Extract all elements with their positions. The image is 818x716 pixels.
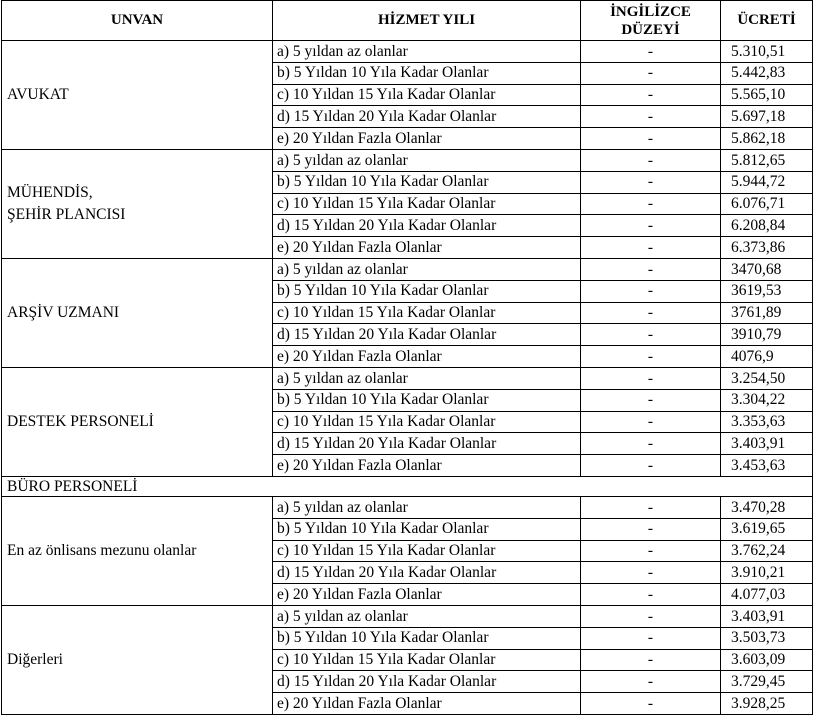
ingilizce-duzeyi-cell: - [581, 150, 721, 172]
header-ingilizce-duzeyi-line: İNGİLİZCE [610, 3, 691, 20]
header-ucreti-cell: ÜCRETİ [721, 1, 813, 41]
ingilizce-duzeyi-cell: - [581, 497, 721, 519]
ucret-cell: 4076,9 [721, 346, 813, 368]
ucret-cell: 3910,79 [721, 324, 813, 346]
ucret-cell: 5.697,18 [721, 106, 813, 128]
salary-table [1, 0, 813, 715]
unvan-line: En az önlisans mezunu olanlar [7, 541, 197, 559]
ingilizce-duzeyi-cell: - [581, 455, 721, 477]
ingilizce-duzeyi-cell: - [581, 346, 721, 368]
ucret-cell: 5.442,83 [721, 63, 813, 85]
ucret-cell: 3.353,63 [721, 412, 813, 434]
hizmet-yili-cell: a) 5 yıldan az olanlar [273, 606, 581, 628]
ucret-cell: 3.619,65 [721, 519, 813, 541]
ingilizce-duzeyi-cell: - [581, 281, 721, 303]
hizmet-yili-cell: b) 5 Yıldan 10 Yıla Kadar Olanlar [273, 519, 581, 541]
ingilizce-duzeyi-cell: - [581, 368, 721, 390]
ingilizce-duzeyi-cell: - [581, 562, 721, 584]
ingilizce-duzeyi-cell: - [581, 693, 721, 715]
header-unvan-cell: UNVAN [2, 1, 273, 41]
unvan-cell [2, 150, 273, 259]
header-ingilizce-duzeyi-cell [581, 1, 721, 41]
unvan-cell [2, 259, 273, 368]
ingilizce-duzeyi-cell: - [581, 41, 721, 63]
ucret-cell: 3.470,28 [721, 497, 813, 519]
ingilizce-duzeyi-cell: - [581, 63, 721, 85]
ingilizce-duzeyi-cell: - [581, 390, 721, 412]
ucret-cell: 5.812,65 [721, 150, 813, 172]
header-hizmet-yili-cell: HİZMET YILI [273, 1, 581, 41]
ingilizce-duzeyi-cell: - [581, 650, 721, 672]
unvan-line: MÜHENDİS, [7, 183, 93, 201]
unvan-line: AVUKAT [7, 85, 69, 103]
hizmet-yili-cell: d) 15 Yıldan 20 Yıla Kadar Olanlar [273, 562, 581, 584]
ucret-cell: 6.373,86 [721, 237, 813, 259]
ucret-cell: 3.254,50 [721, 368, 813, 390]
hizmet-yili-cell: c) 10 Yıldan 15 Yıla Kadar Olanlar [273, 194, 581, 216]
hizmet-yili-cell: c) 10 Yıldan 15 Yıla Kadar Olanlar [273, 650, 581, 672]
hizmet-yili-cell: e) 20 Yıldan Fazla Olanlar [273, 346, 581, 368]
hizmet-yili-cell: c) 10 Yıldan 15 Yıla Kadar Olanlar [273, 303, 581, 325]
hizmet-yili-cell: d) 15 Yıldan 20 Yıla Kadar Olanlar [273, 215, 581, 237]
hizmet-yili-cell: e) 20 Yıldan Fazla Olanlar [273, 584, 581, 606]
unvan-line: ŞEHİR PLANCISI [7, 205, 126, 223]
hizmet-yili-cell: e) 20 Yıldan Fazla Olanlar [273, 237, 581, 259]
ucret-cell: 5.565,10 [721, 85, 813, 107]
ingilizce-duzeyi-cell: - [581, 259, 721, 281]
unvan-line: DESTEK PERSONELİ [7, 412, 154, 430]
hizmet-yili-cell: a) 5 yıldan az olanlar [273, 150, 581, 172]
hizmet-yili-cell: d) 15 Yıldan 20 Yıla Kadar Olanlar [273, 324, 581, 346]
ingilizce-duzeyi-cell: - [581, 606, 721, 628]
hizmet-yili-cell: c) 10 Yıldan 15 Yıla Kadar Olanlar [273, 85, 581, 107]
ingilizce-duzeyi-cell: - [581, 433, 721, 455]
unvan-line: Diğerleri [7, 650, 63, 668]
hizmet-yili-cell: a) 5 yıldan az olanlar [273, 259, 581, 281]
hizmet-yili-cell: d) 15 Yıldan 20 Yıla Kadar Olanlar [273, 671, 581, 693]
ucret-cell: 3.762,24 [721, 541, 813, 563]
unvan-cell [2, 497, 273, 606]
section-heading-cell: BÜRO PERSONELİ [2, 477, 813, 497]
unvan-cell [2, 368, 273, 477]
ingilizce-duzeyi-cell: - [581, 194, 721, 216]
ucret-cell: 3.403,91 [721, 606, 813, 628]
ucret-cell: 6.208,84 [721, 215, 813, 237]
ingilizce-duzeyi-cell: - [581, 541, 721, 563]
ingilizce-duzeyi-cell: - [581, 106, 721, 128]
ingilizce-duzeyi-cell: - [581, 412, 721, 434]
hizmet-yili-cell: b) 5 Yıldan 10 Yıla Kadar Olanlar [273, 628, 581, 650]
ucret-cell: 3470,68 [721, 259, 813, 281]
ucret-cell: 3.304,22 [721, 390, 813, 412]
ucret-cell: 3.503,73 [721, 628, 813, 650]
ucret-cell: 4.077,03 [721, 584, 813, 606]
ingilizce-duzeyi-cell: - [581, 628, 721, 650]
hizmet-yili-cell: d) 15 Yıldan 20 Yıla Kadar Olanlar [273, 106, 581, 128]
hizmet-yili-cell: a) 5 yıldan az olanlar [273, 368, 581, 390]
hizmet-yili-cell: d) 15 Yıldan 20 Yıla Kadar Olanlar [273, 433, 581, 455]
ingilizce-duzeyi-cell: - [581, 237, 721, 259]
ucret-cell: 3761,89 [721, 303, 813, 325]
hizmet-yili-cell: e) 20 Yıldan Fazla Olanlar [273, 128, 581, 150]
hizmet-yili-cell: b) 5 Yıldan 10 Yıla Kadar Olanlar [273, 281, 581, 303]
ingilizce-duzeyi-cell: - [581, 671, 721, 693]
header-ingilizce-duzeyi-line: DÜZEYİ [621, 21, 680, 38]
hizmet-yili-cell: b) 5 Yıldan 10 Yıla Kadar Olanlar [273, 63, 581, 85]
unvan-cell [2, 606, 273, 715]
ucret-cell: 3.928,25 [721, 693, 813, 715]
hizmet-yili-cell: a) 5 yıldan az olanlar [273, 497, 581, 519]
hizmet-yili-cell: c) 10 Yıldan 15 Yıla Kadar Olanlar [273, 541, 581, 563]
ucret-cell: 5.862,18 [721, 128, 813, 150]
ucret-cell: 3619,53 [721, 281, 813, 303]
hizmet-yili-cell: a) 5 yıldan az olanlar [273, 41, 581, 63]
hizmet-yili-cell: e) 20 Yıldan Fazla Olanlar [273, 693, 581, 715]
ingilizce-duzeyi-cell: - [581, 172, 721, 194]
ingilizce-duzeyi-cell: - [581, 324, 721, 346]
ucret-cell: 3.453,63 [721, 455, 813, 477]
ucret-cell: 3.729,45 [721, 671, 813, 693]
hizmet-yili-cell: e) 20 Yıldan Fazla Olanlar [273, 455, 581, 477]
unvan-cell [2, 41, 273, 150]
ucret-cell: 6.076,71 [721, 194, 813, 216]
ingilizce-duzeyi-cell: - [581, 85, 721, 107]
ucret-cell: 5.310,51 [721, 41, 813, 63]
ucret-cell: 3.910,21 [721, 562, 813, 584]
ingilizce-duzeyi-cell: - [581, 303, 721, 325]
unvan-line: ARŞİV UZMANI [7, 303, 120, 321]
ucret-cell: 5.944,72 [721, 172, 813, 194]
ingilizce-duzeyi-cell: - [581, 584, 721, 606]
ucret-cell: 3.603,09 [721, 650, 813, 672]
ingilizce-duzeyi-cell: - [581, 128, 721, 150]
ingilizce-duzeyi-cell: - [581, 519, 721, 541]
hizmet-yili-cell: b) 5 Yıldan 10 Yıla Kadar Olanlar [273, 390, 581, 412]
hizmet-yili-cell: c) 10 Yıldan 15 Yıla Kadar Olanlar [273, 412, 581, 434]
ingilizce-duzeyi-cell: - [581, 215, 721, 237]
hizmet-yili-cell: b) 5 Yıldan 10 Yıla Kadar Olanlar [273, 172, 581, 194]
ucret-cell: 3.403,91 [721, 433, 813, 455]
